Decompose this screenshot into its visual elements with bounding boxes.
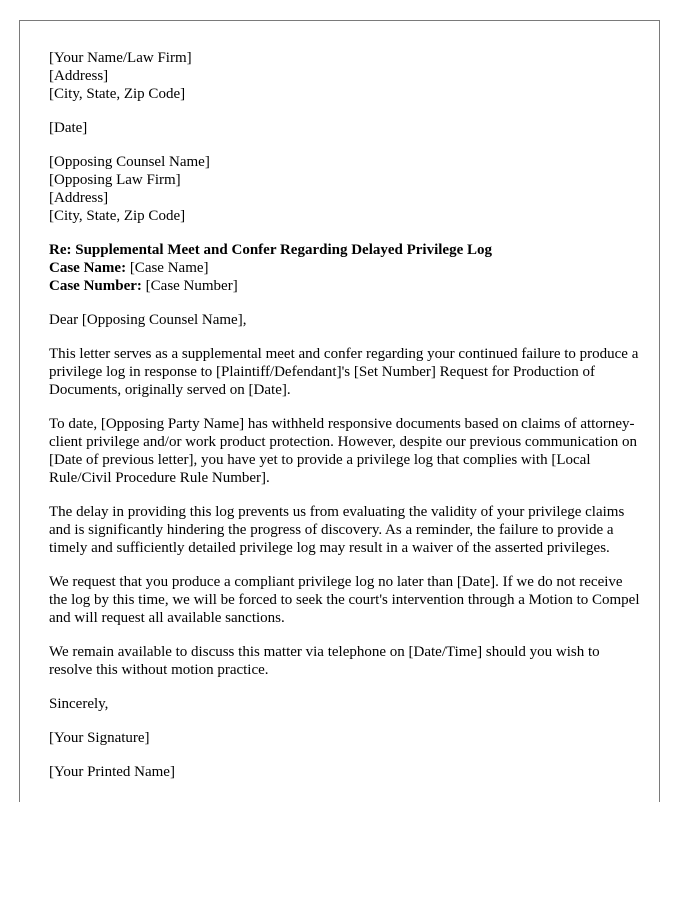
recipient-city-state-zip: [City, State, Zip Code] [49, 208, 186, 224]
subject-line: Re: Supplemental Meet and Confer Regarding Delayed Privilege Log [49, 242, 493, 258]
case-name-line [49, 259, 641, 277]
sender-block [49, 49, 641, 103]
body-paragraph-4: We request that you produce a compliant privilege log no later than [Date]. If we do not receive the log by this time, we will be forced to seek the court's intervention through a Motion to Compel and will request all available sanctions. [49, 574, 640, 626]
salutation: Dear [Opposing Counsel Name], [49, 312, 247, 328]
case-number-line [49, 277, 641, 295]
letter-page [19, 20, 660, 802]
recipient-block [49, 153, 641, 225]
body-paragraph-2: To date, [Opposing Party Name] has withheld responsive documents based on claims of attorney-client privilege and/or work product protection. However, despite our previous communication on [Date of previous letter], you have yet to provide a privilege log that complies with [Local Rule/Civil Procedure Rule Number]. [49, 416, 637, 486]
signature-placeholder: [Your Signature] [49, 730, 150, 746]
case-name-value: [Case Name] [126, 260, 209, 276]
closing: Sincerely, [49, 696, 109, 712]
body-paragraph-1: This letter serves as a supplemental meet and confer regarding your continued failure to produce a privilege log in response to [Plaintiff/Defendant]'s [Set Number] Request for Production of Documents, originally served on [Date]. [49, 346, 639, 398]
case-number-value: [Case Number] [141, 278, 238, 294]
case-number-label: Case Number: [49, 278, 142, 294]
letter-date: [Date] [49, 120, 88, 136]
sender-name: [Your Name/Law Firm] [49, 50, 192, 66]
recipient-firm: [Opposing Law Firm] [49, 172, 181, 188]
sender-city-state-zip: [City, State, Zip Code] [49, 86, 186, 102]
subject-block [49, 241, 641, 295]
body-paragraph-3: The delay in providing this log prevents us from evaluating the validity of your privilege claims and is significantly hindering the progress of discovery. As a reminder, the failure to provide a timely and sufficiently detailed privilege log may result in a waiver of the asserted privileges. [49, 504, 625, 556]
printed-name: [Your Printed Name] [49, 764, 175, 780]
letter-body [49, 49, 641, 797]
recipient-name: [Opposing Counsel Name] [49, 154, 210, 170]
recipient-address: [Address] [49, 190, 109, 206]
body-paragraph-5: We remain available to discuss this matter via telephone on [Date/Time] should you wish to resolve this without motion practice. [49, 644, 600, 678]
sender-address: [Address] [49, 68, 109, 84]
case-name-label: Case Name: [49, 260, 127, 276]
